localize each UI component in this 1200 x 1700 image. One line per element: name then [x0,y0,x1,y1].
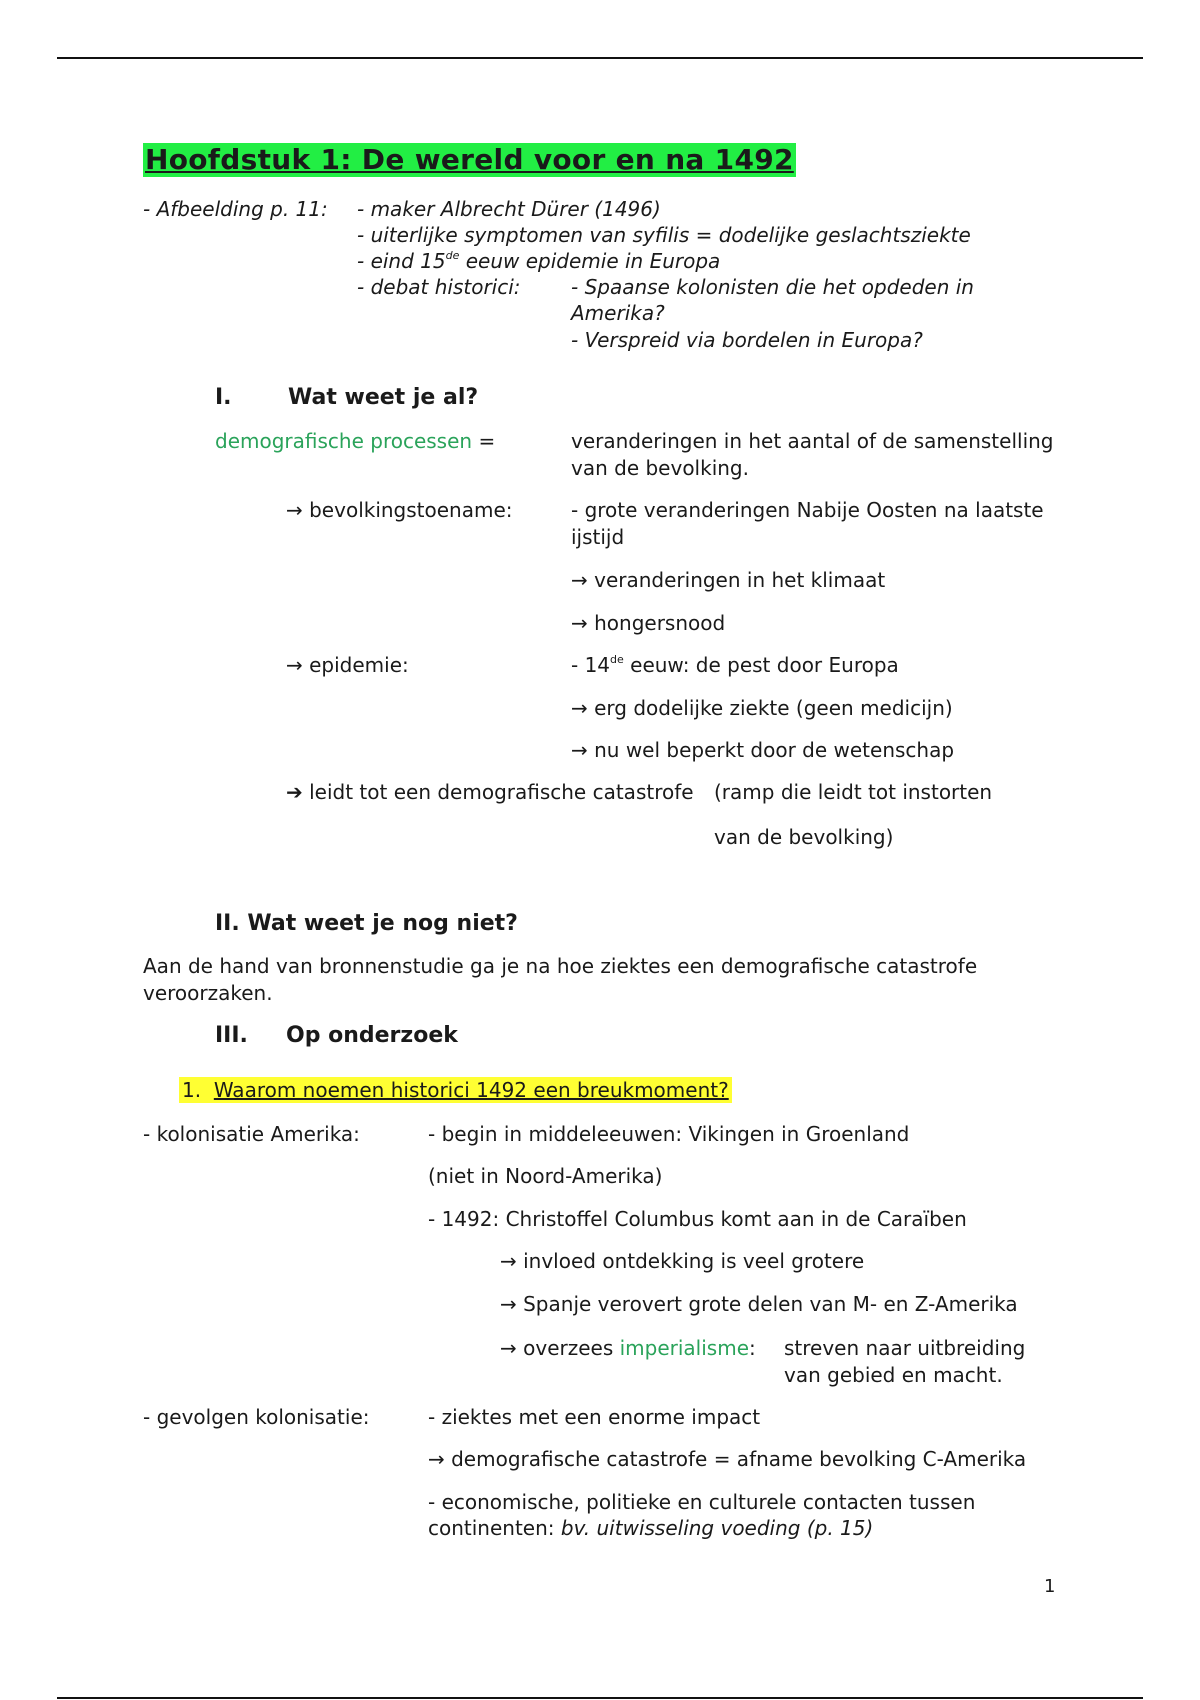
epidemie-item-2: → erg dodelijke ziekte (geen medicijn) [571,696,953,720]
kolonisatie-label: - kolonisatie Amerika: [143,1122,360,1146]
debat-item-1a: - Spaanse kolonisten die het opdeden in [571,275,974,299]
catastrofe-statement: ➔ leidt tot een demografische catastrofe [286,780,694,804]
afbeelding-label: - Afbeelding p. 11: [143,197,328,221]
kolonisatie-item-2: (niet in Noord-Amerika) [428,1164,663,1188]
definition-line-1: veranderingen in het aantal of de samenstelling [571,429,1054,453]
question-1: 1. Waarom noemen historici 1492 een breukmoment? [179,1077,732,1103]
debat-item-2: - Verspreid via bordelen in Europa? [571,328,923,352]
section-3-number: III. [215,1023,248,1048]
toename-item-3: → hongersnood [571,611,726,635]
gevolgen-item-4: continenten: bv. uitwisseling voeding (p. 15) [428,1516,874,1540]
imperialisme-definition-1: streven naar uitbreiding [784,1336,1026,1360]
section-2-text-1: Aan de hand van bronnenstudie ga je na hoe ziektes een demografische catastrofe [143,954,978,978]
epidemie-label: → epidemie: [286,653,409,677]
afbeelding-symptomen: - uiterlijke symptomen van syfilis = dodelijke geslachtsziekte [357,223,971,247]
catastrofe-definition-1: (ramp die leidt tot instorten [714,780,993,804]
definition-line-2: van de bevolking. [571,456,749,480]
epidemie-item-3: → nu wel beperkt door de wetenschap [571,738,955,762]
imperialisme-definition-2: van gebied en macht. [784,1363,1003,1387]
term-demografische-processen: demografische processen = [215,429,496,453]
page-number: 1 [1044,1576,1056,1597]
gevolgen-label: - gevolgen kolonisatie: [143,1405,370,1429]
kolonisatie-item-5: → Spanje verovert grote delen van M- en Z-Amerika [500,1292,1018,1316]
debat-label: - debat historici: [357,275,521,299]
section-2-heading: II. Wat weet je nog niet? [215,911,518,936]
gevolgen-item-1: - ziektes met een enorme impact [428,1405,761,1429]
toename-item-1b: ijstijd [571,525,625,549]
kolonisatie-item-6: → overzees imperialisme: [500,1336,756,1360]
kolonisatie-item-4: → invloed ontdekking is veel grotere [500,1249,865,1273]
toename-item-1: - grote veranderingen Nabije Oosten na laatste [571,498,1044,522]
debat-item-1b: Amerika? [571,301,665,325]
section-3-heading: Op onderzoek [286,1023,458,1048]
catastrofe-definition-2: van de bevolking) [714,825,894,849]
toename-label: → bevolkingstoename: [286,498,513,522]
epidemie-item-1: - 14de eeuw: de pest door Europa [571,653,899,677]
section-1-number: I. [215,385,232,410]
gevolgen-item-2: → demografische catastrofe = afname bevolking C-Amerika [428,1447,1027,1471]
afbeelding-maker: - maker Albrecht Dürer (1496) [357,197,661,221]
section-2-text-2: veroorzaken. [143,981,273,1005]
bottom-rule [57,1697,1143,1699]
section-1-heading: Wat weet je al? [288,385,479,410]
toename-item-2: → veranderingen in het klimaat [571,568,886,592]
gevolgen-item-3: - economische, politieke en culturele contacten tussen [428,1490,976,1514]
top-rule [57,57,1143,59]
afbeelding-eind: - eind 15de eeuw epidemie in Europa [357,249,721,273]
kolonisatie-item-3: - 1492: Christoffel Columbus komt aan in de Caraïben [428,1207,967,1231]
kolonisatie-item-1: - begin in middeleeuwen: Vikingen in Groenland [428,1122,910,1146]
chapter-title: Hoofdstuk 1: De wereld voor en na 1492 [145,143,794,176]
